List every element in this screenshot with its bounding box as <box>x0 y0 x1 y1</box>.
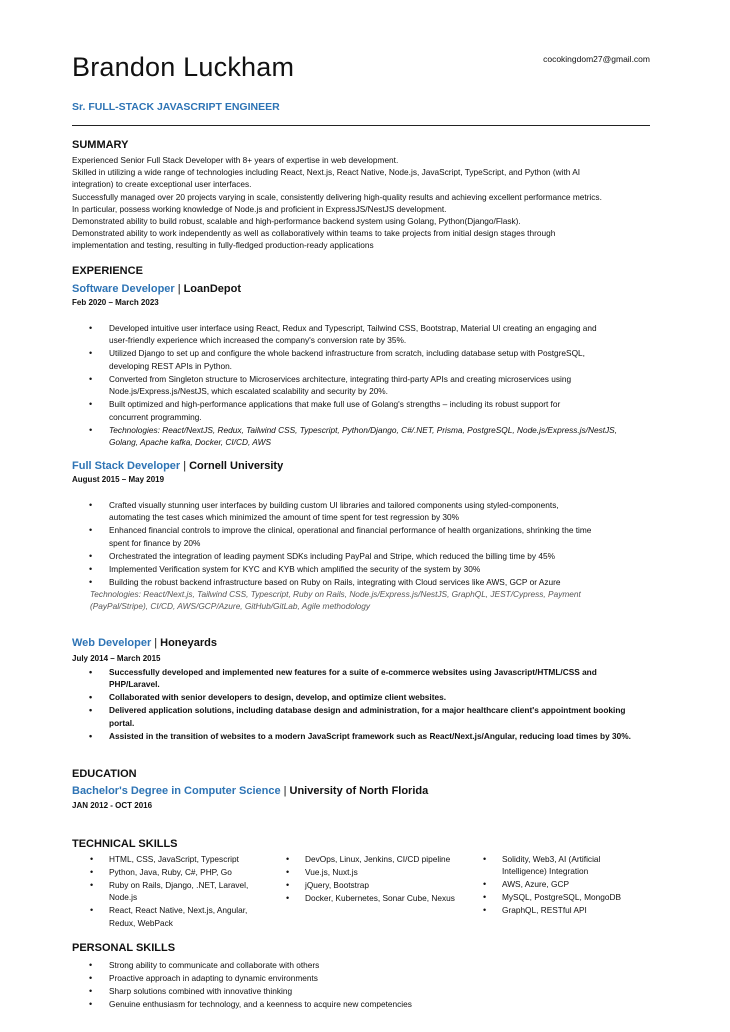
job-role: Software Developer <box>72 283 175 295</box>
list-item: • Genuine enthusiasm for technology, and a keenness to acquire new competencies <box>72 998 652 1010</box>
list-item: • Strong ability to communicate and collaborate with others <box>72 959 652 971</box>
job-technologies-cornell <box>90 588 620 612</box>
skill-line: • Solidity, Web3, AI (Artificial <box>502 854 601 864</box>
summary-heading: SUMMARY <box>72 139 129 151</box>
bullet-line: • Successfully developed and implemented new features for a suite of e-commerce websites using Javascript/HTML/CSS and <box>109 667 597 677</box>
personal-skills-heading: PERSONAL SKILLS <box>72 942 176 954</box>
job-title: Sr. FULL-STACK JAVASCRIPT ENGINEER <box>72 101 280 113</box>
list-item <box>286 866 476 878</box>
list-item <box>90 866 275 878</box>
list-item <box>483 891 658 903</box>
list-item <box>483 878 658 890</box>
email-address[interactable]: cocokingdom27@gmail.com <box>543 54 650 64</box>
job-role: Full Stack Developer <box>72 460 181 472</box>
list-item <box>90 879 275 904</box>
header-divider <box>72 125 650 126</box>
list-item <box>72 524 652 549</box>
bullet-line: • Enhanced financial controls to improve the clinical, operational and financial performance of health organizations, shrinking the time <box>109 525 592 536</box>
job-bullets-cornell <box>72 499 652 589</box>
bullet-line: • Delivered application solutions, including database design and administration, for a major healthcare client's appointment booking <box>109 705 626 716</box>
bullet-line: • Converted from Singleton structure to Microservices architecture, integrating third-party APIs and creating microservices using <box>109 373 572 384</box>
skills-column-1 <box>90 853 275 930</box>
list-item <box>483 904 658 916</box>
school: University of North Florida <box>289 785 429 797</box>
list-item <box>72 730 652 742</box>
list-item <box>72 691 652 703</box>
skill-line: • HTML, CSS, JavaScript, Typescript <box>109 854 239 864</box>
bullet-line: concurrent programming. <box>109 411 202 422</box>
education-heading: EDUCATION <box>72 768 137 780</box>
bullet-line: • Utilized Django to set up and configure the whole backend infrastructure from scratch, including database setup with PostgreSQL, <box>109 348 585 359</box>
skill-line: • Vue.js, Nuxt.js <box>305 867 358 877</box>
list-item-technologies <box>72 424 652 449</box>
job-dates: July 2014 – March 2015 <box>72 654 161 663</box>
job-organization: LoanDepot <box>183 283 242 295</box>
job-separator: | <box>154 637 158 649</box>
summary-line: integration) to create exceptional user interfaces. <box>72 179 252 190</box>
education-separator: | <box>283 785 287 797</box>
skill-line: • MySQL, PostgreSQL, MongoDB <box>502 892 621 903</box>
list-item <box>72 563 652 575</box>
list-item <box>72 666 652 691</box>
skill-line: Node.js <box>109 892 138 903</box>
list-item <box>72 499 652 524</box>
bullet-line: portal. <box>109 717 135 728</box>
bullet-line: • Crafted visually stunning user interfaces by building custom UI libraries and tailored components using styled-components, <box>109 500 559 510</box>
list-item <box>90 904 275 929</box>
bullet-line: automating the test cases which minimized the amount of time spent for test regression by 30% <box>109 512 460 523</box>
summary-text <box>72 154 652 252</box>
summary-line: Demonstrated ability to work independently as well as collaboratively within teams to take projects from initial design stages through <box>72 228 556 239</box>
job-bullets-loandepot <box>72 322 652 449</box>
list-item <box>483 853 658 878</box>
candidate-name: Brandon Luckham <box>72 52 295 82</box>
summary-line: In particular, possess working knowledge of Node.js and proficient in ExpressJS/NestJS development. <box>72 203 447 214</box>
job-bullets-honeyards <box>72 666 652 743</box>
job-separator: | <box>177 283 181 295</box>
job-dates: Feb 2020 – March 2023 <box>72 298 159 307</box>
job-dates: August 2015 – May 2019 <box>72 475 165 484</box>
list-item <box>72 373 652 398</box>
degree: Bachelor's Degree in Computer Science <box>72 785 281 797</box>
tech-line: (PayPal/Stripe), CI/CD, AWS/GCP/Azure, GitHub/GitLab, Agile methodology <box>90 601 371 612</box>
bullet-line: • Built optimized and high-performance applications that make full use of Golang's strengths – including its robust support for <box>109 399 561 410</box>
list-item <box>286 879 476 891</box>
skill-line: • GraphQL, RESTful API <box>502 905 587 916</box>
summary-line: Experienced Senior Full Stack Developer with 8+ years of expertise in web development. <box>72 155 399 165</box>
bullet-line: PHP/Laravel. <box>109 679 160 690</box>
list-item <box>286 892 476 904</box>
summary-line: Successfully managed over 20 projects varying in scale, consistently delivering high-quality results and achieving excellent performance metrics. <box>72 191 602 202</box>
bullet-line: • Collaborated with senior developers to design, develop, and optimize client websites. <box>109 692 447 703</box>
list-item <box>286 853 476 865</box>
list-item <box>72 322 652 347</box>
list-item <box>72 347 652 372</box>
skill-line: • AWS, Azure, GCP <box>502 879 570 890</box>
skill-line: • React, React Native, Next.js, Angular, <box>109 905 248 916</box>
bullet-line: spent for finance by 20% <box>109 537 201 548</box>
job-header-cornell <box>72 460 283 472</box>
list-item <box>72 398 652 423</box>
personal-skills-list <box>72 959 652 1011</box>
job-header-honeyards <box>72 637 217 649</box>
technical-skills-heading: TECHNICAL SKILLS <box>72 838 178 850</box>
list-item <box>72 550 652 562</box>
list-item: • Sharp solutions combined with innovative thinking <box>72 985 652 997</box>
job-organization: Honeyards <box>160 637 217 649</box>
bullet-line: • Building the robust backend infrastructure based on Ruby on Rails, integrating with Cloud services like AWS, GCP or Azure <box>109 576 561 587</box>
bullet-line: • Assisted in the transition of websites to a modern JavaScript framework such as React/Next.js/Angular, reducing load times by 30%. <box>109 730 631 741</box>
bullet-line: • Implemented Verification system for KYC and KYB which amplified the security of the system by 30% <box>109 563 481 574</box>
bullet-line: user-friendly experience which increased the company's conversion rate by 35%. <box>109 335 407 346</box>
skill-line: • Docker, Kubernetes, Sonar Cube, Nexus <box>305 893 455 903</box>
list-item <box>90 853 275 865</box>
bullet-line: • Developed intuitive user interface using React, Redux and Typescript, Tailwind CSS, Bootstrap, Material UI creating an engaging and <box>109 323 597 333</box>
education-dates: JAN 2012 - OCT 2016 <box>72 801 153 810</box>
job-role: Web Developer <box>72 637 152 649</box>
skill-line: • jQuery, Bootstrap <box>305 880 369 890</box>
bullet-line: • Technologies: React/NextJS, Redux, Tailwind CSS, Typescript, Python/Django, C#/.NET, Prisma, PostgreSQL, Node.js/Express.js/NestJS, <box>109 424 618 435</box>
summary-line: Demonstrated ability to build robust, scalable and high-performance backend system using Golang, Python(Django/Flask). <box>72 216 521 227</box>
skills-column-2 <box>286 853 476 905</box>
skill-line: Intelligence) Integration <box>502 866 589 877</box>
job-header-loandepot <box>72 283 241 295</box>
list-item <box>72 704 652 729</box>
education-entry <box>72 785 428 797</box>
list-item <box>72 576 652 588</box>
skills-column-3 <box>483 853 658 917</box>
skill-line: Redux, WebPack <box>109 917 173 928</box>
bullet-line: Golang, Apache kafka, Docker, CI/CD, AWS <box>109 437 272 448</box>
summary-line: implementation and testing, resulting in fully-fledged production-ready applications <box>72 240 374 251</box>
job-organization: Cornell University <box>189 460 284 472</box>
skill-line: • Ruby on Rails, Django, .NET, Laravel, <box>109 880 249 890</box>
bullet-line: • Orchestrated the integration of leading payment SDKs including PayPal and Stripe, which reduced the billing time by 45% <box>109 550 555 561</box>
skill-line: • Python, Java, Ruby, C#, PHP, Go <box>109 867 232 877</box>
skill-line: • DevOps, Linux, Jenkins, CI/CD pipeline <box>305 854 451 864</box>
experience-heading: EXPERIENCE <box>72 265 143 277</box>
bullet-line: Node.js/Express.js/NestJS, which escalated scalability and security by 20%. <box>109 386 388 397</box>
summary-line: Skilled in utilizing a wide range of technologies including React, Next.js, React Native, Node.js, JavaScript, TypeScript, and Python (with AI <box>72 167 581 178</box>
job-separator: | <box>183 460 187 472</box>
tech-line: Technologies: React/Next.js, Tailwind CSS, Typescript, Ruby on Rails, Node.js/Express.js/NestJS, GraphQL, JEST/Cypress, Payment <box>90 589 581 599</box>
bullet-line: developing REST APIs in Python. <box>109 360 232 371</box>
list-item: • Proactive approach in adapting to dynamic environments <box>72 972 652 984</box>
